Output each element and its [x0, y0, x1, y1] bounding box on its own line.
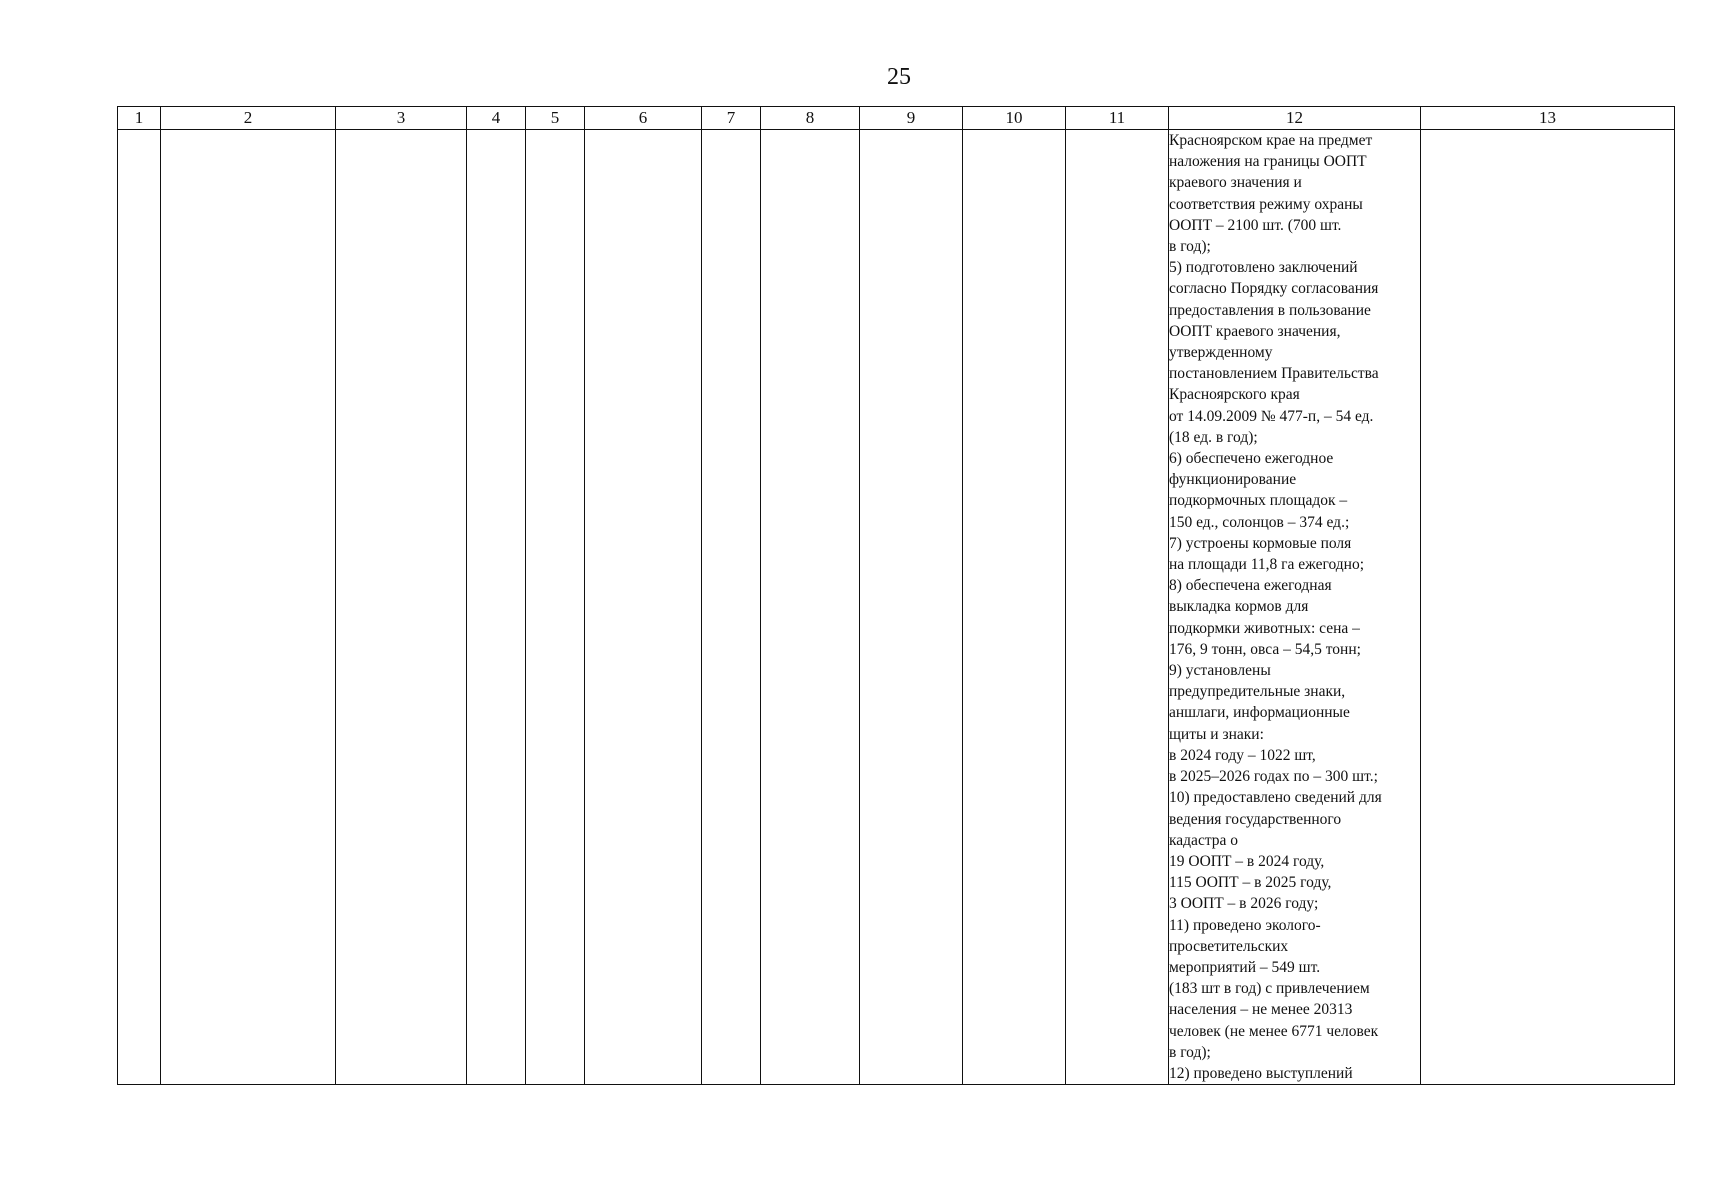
results-text-cell: [1169, 130, 1421, 1085]
text-line: аншлаги, информационные: [1169, 704, 1350, 722]
text-line: 176, 9 тонн, овса – 54,5 тонн;: [1169, 640, 1361, 658]
table-cell: [118, 130, 161, 1085]
text-line: наложения на границы ООПТ: [1169, 153, 1367, 171]
table-cell: [336, 130, 467, 1085]
table-cell: [161, 130, 336, 1085]
table-cell: [963, 130, 1066, 1085]
table-cell: [585, 130, 702, 1085]
text-line: соответствия режиму охраны: [1169, 195, 1363, 213]
text-line: кадастра о: [1169, 831, 1239, 849]
page-number: 25: [887, 64, 911, 90]
text-line: мероприятий – 549 шт.: [1169, 958, 1321, 976]
text-line: 3 ООПТ – в 2026 году;: [1169, 895, 1319, 913]
text-line: Красноярском крае на предмет: [1169, 132, 1373, 149]
table-cell: [761, 130, 860, 1085]
text-line: 7) устроены кормовые поля: [1169, 534, 1352, 552]
text-line: 6) обеспечено ежегодное: [1169, 450, 1334, 468]
text-line: 12) проведено выступлений: [1169, 1064, 1353, 1082]
column-header: 8: [761, 107, 860, 130]
text-line: 5) подготовлено заключений: [1169, 259, 1358, 277]
text-line: функционирование: [1169, 471, 1297, 489]
text-line: (183 шт в год) с привлечением: [1169, 980, 1370, 998]
column-header: 2: [161, 107, 336, 130]
text-line: человек (не менее 6771 человек: [1169, 1022, 1379, 1040]
table-cell: [702, 130, 761, 1085]
column-header: 13: [1421, 107, 1675, 130]
text-line: 11) проведено эколого-: [1169, 916, 1321, 934]
text-line: в год);: [1169, 238, 1211, 256]
text-line: от 14.09.2009 № 477-п, – 54 ед.: [1169, 407, 1374, 425]
document-table: [117, 106, 1675, 1085]
text-line: 8) обеспечена ежегодная: [1169, 577, 1332, 595]
column-header: 3: [336, 107, 467, 130]
text-line: 9) установлены: [1169, 662, 1271, 680]
text-line: населения – не менее 20313: [1169, 1001, 1353, 1019]
text-line: постановлением Правительства: [1169, 365, 1379, 383]
column-header: 4: [467, 107, 526, 130]
text-line: 19 ООПТ – в 2024 году,: [1169, 852, 1325, 870]
column-header: 1: [118, 107, 161, 130]
table-cell: [467, 130, 526, 1085]
header-row: [118, 107, 1675, 130]
text-line: в 2024 году – 1022 шт,: [1169, 746, 1316, 764]
text-line: подкормки животных: сена –: [1169, 619, 1360, 637]
text-line: Красноярского края: [1169, 386, 1300, 404]
column-header: 7: [702, 107, 761, 130]
table-cell: [1421, 130, 1675, 1085]
column-header: 6: [585, 107, 702, 130]
text-line: предоставления в пользование: [1169, 301, 1371, 319]
text-line: 115 ООПТ – в 2025 году,: [1169, 874, 1332, 892]
text-line: щиты и знаки:: [1169, 725, 1264, 743]
text-line: просветительских: [1169, 937, 1289, 955]
column-header: 12: [1169, 107, 1421, 130]
column-header: 9: [860, 107, 963, 130]
text-line: ООПТ – 2100 шт. (700 шт.: [1169, 216, 1342, 234]
table-row: [118, 130, 1675, 1085]
table-cell: [526, 130, 585, 1085]
text-line: краевого значения и: [1169, 174, 1302, 192]
text-line: (18 ед. в год);: [1169, 428, 1258, 446]
text-line: согласно Порядку согласования: [1169, 280, 1379, 298]
text-line: на площади 11,8 га ежегодно;: [1169, 556, 1365, 574]
column-header: 5: [526, 107, 585, 130]
text-line: выкладка кормов для: [1169, 598, 1309, 616]
text-line: ведения государственного: [1169, 810, 1342, 828]
text-line: в 2025–2026 годах по – 300 шт.;: [1169, 768, 1378, 786]
text-line: подкормочных площадок –: [1169, 492, 1348, 510]
text-line: в год);: [1169, 1043, 1211, 1061]
text-line: предупредительные знаки,: [1169, 683, 1346, 701]
text-line: 10) предоставлено сведений для: [1169, 789, 1382, 807]
text-line: утвержденному: [1169, 344, 1273, 362]
table-cell: [860, 130, 963, 1085]
text-line: 150 ед., солонцов – 374 ед.;: [1169, 513, 1350, 531]
column-header: 10: [963, 107, 1066, 130]
table-cell: [1066, 130, 1169, 1085]
text-line: ООПТ краевого значения,: [1169, 322, 1341, 340]
column-header: 11: [1066, 107, 1169, 130]
